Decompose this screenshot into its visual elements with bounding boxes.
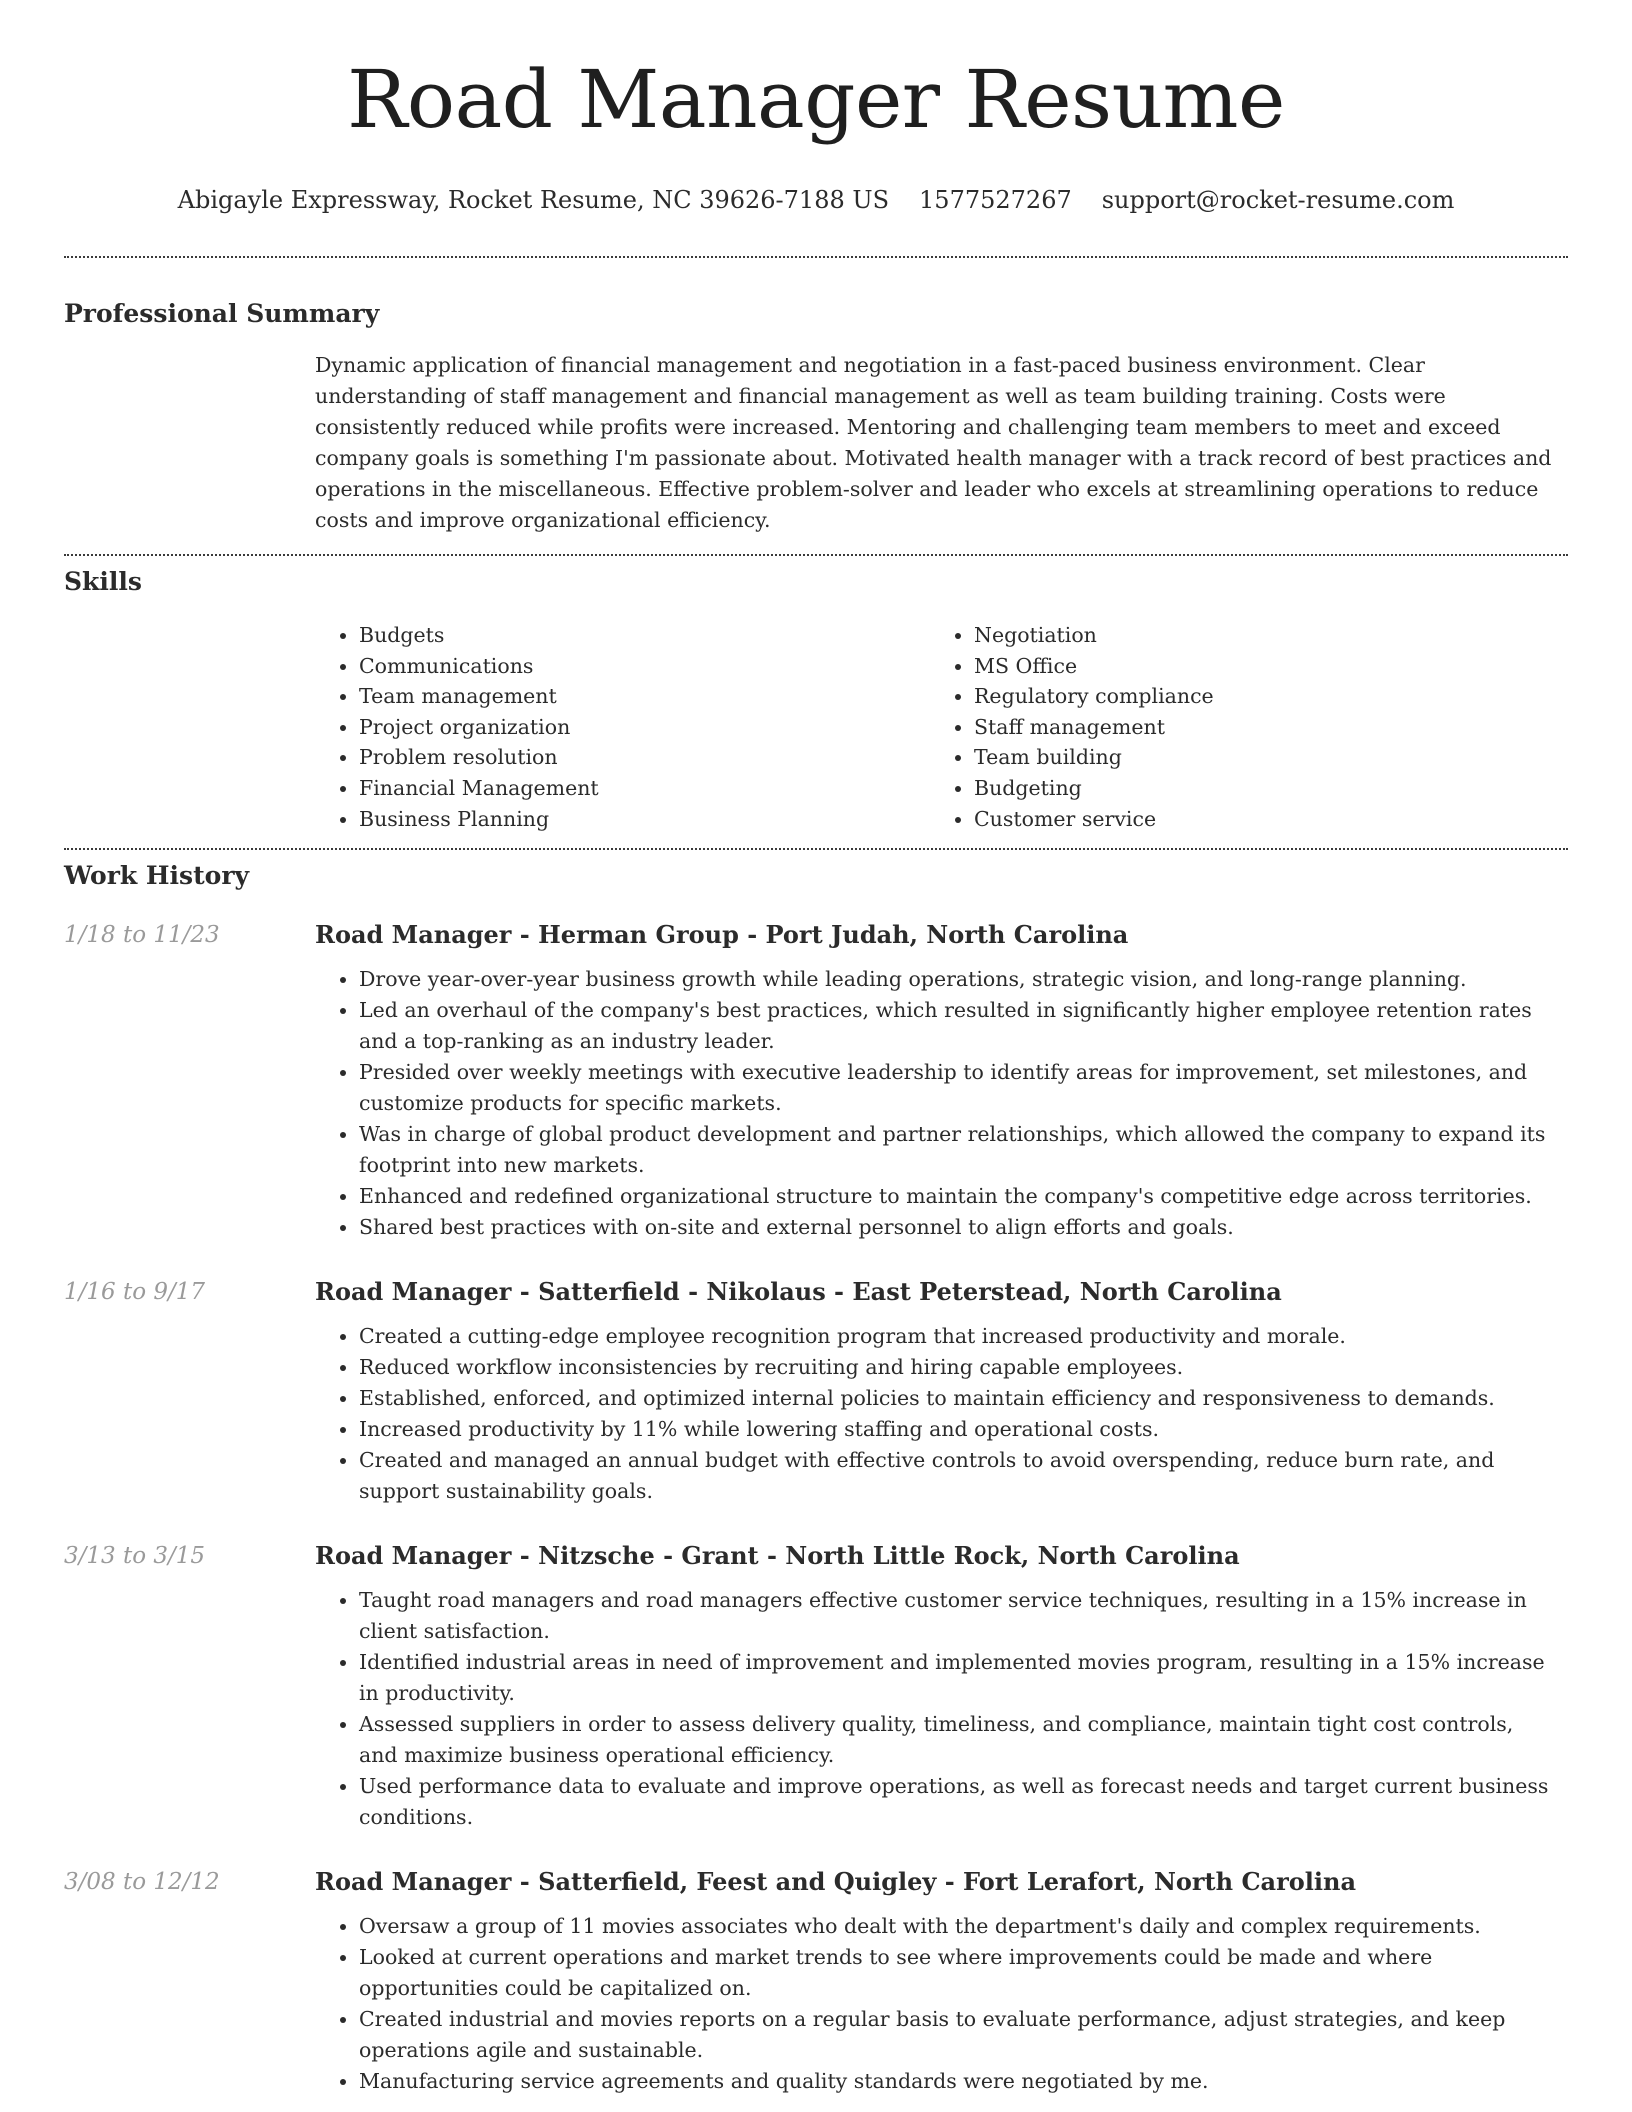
skill-item: • Communications: [359, 651, 930, 682]
job-bullet: • Presided over weekly meetings with executive leadership to identify areas for improvement, set milestones, and customize products for specific markets.: [359, 1057, 1568, 1119]
job-bullet: • Led an overhaul of the company's best practices, which resulted in significantly higher employee retention rates and a top-ranking as an industry leader.: [359, 995, 1568, 1057]
job-bullet: • Looked at current operations and market trends to see where improvements could be made and where opportunities could be capitalized on.: [359, 1942, 1568, 2004]
job-bullet: • Identified industrial areas in need of improvement and implemented movies program, resulting in a 15% increase in productivity.: [359, 1647, 1568, 1709]
job-bullets: [315, 1911, 1568, 2097]
skill-item: • Team building: [974, 742, 1545, 773]
job-bullet: • Reduced workflow inconsistencies by recruiting and hiring capable employees.: [359, 1352, 1568, 1383]
divider: [64, 256, 1568, 258]
summary-heading: Professional Summary: [64, 299, 380, 328]
skill-item: • Financial Management: [359, 773, 930, 804]
job-bullet: • Created and managed an annual budget with effective controls to avoid overspending, reduce burn rate, and support sustainability goals.: [359, 1445, 1568, 1507]
job-heading: Road Manager - Herman Group - Port Judah, North Carolina: [315, 920, 1129, 950]
job-dates: 3/13 to 3/15: [64, 1543, 206, 1570]
work-history-section: [64, 860, 1568, 2097]
job-bullets: [315, 1321, 1568, 1507]
resume-page: [64, 0, 1568, 2097]
job-heading: Road Manager - Nitzsche - Grant - North Little Rock, North Carolina: [315, 1541, 1240, 1571]
divider: [64, 848, 1568, 850]
job-body: [315, 1540, 1568, 1833]
contact-email: support@rocket-resume.com: [1101, 186, 1455, 214]
contact-phone: 1577527267: [919, 186, 1072, 214]
skill-item: • Customer service: [974, 804, 1545, 835]
job-entry: [64, 1866, 1568, 2097]
job-bullet: • Used performance data to evaluate and improve operations, as well as forecast needs and target current business conditions.: [359, 1771, 1568, 1833]
summary-body: [315, 350, 1568, 536]
skills-list: [315, 620, 1568, 834]
job-bullets: [315, 1585, 1568, 1833]
skill-item: • Staff management: [974, 712, 1545, 743]
job-dates: 1/18 to 11/23: [64, 922, 220, 949]
skill-item: • Negotiation: [974, 620, 1545, 651]
skill-item: • Budgets: [359, 620, 930, 651]
job-bullet: • Taught road managers and road managers effective customer service techniques, resulting in a 15% increase in client satisfaction.: [359, 1585, 1568, 1647]
skill-item: • Project organization: [359, 712, 930, 743]
summary-text: Dynamic application of financial management and negotiation in a fast-paced business environment. Clear understanding of staff management and financial management as well as team building training. Costs were consistently reduced while profits were increased. Mentoring and challenging team members to meet and exceed company goals is something I'm passionate about. Motivated health manager with a track record of best practices and operations in the miscellaneous. Effective problem-solver and leader who excels at streamlining operations to reduce costs and improve organizational efficiency.: [315, 353, 1552, 532]
job-body: [315, 1866, 1568, 2097]
job-dates: 1/16 to 9/17: [64, 1279, 206, 1306]
job-heading: Road Manager - Satterfield - Nikolaus - East Peterstead, North Carolina: [315, 1277, 1282, 1307]
skills-column-left: [315, 620, 930, 834]
skills-section: [64, 566, 1568, 834]
job-body: [315, 1276, 1568, 1507]
work-history-heading: Work History: [64, 861, 250, 891]
job-bullet: • Created a cutting-edge employee recognition program that increased productivity and morale.: [359, 1321, 1568, 1352]
job-entry: [64, 1540, 1568, 1833]
job-bullets: [315, 964, 1568, 1243]
job-bullet: • Enhanced and redefined organizational structure to maintain the company's competitive edge across territories.: [359, 1181, 1568, 1212]
job-heading: Road Manager - Satterfield, Feest and Quigley - Fort Lerafort, North Carolina: [315, 1867, 1356, 1897]
job-bullet: • Increased productivity by 11% while lowering staffing and operational costs.: [359, 1414, 1568, 1445]
resume-title: Road Manager Resume: [347, 53, 1285, 146]
divider: [64, 554, 1568, 556]
skills-heading: Skills: [64, 567, 142, 596]
job-bullet: • Shared best practices with on-site and external personnel to align efforts and goals.: [359, 1212, 1568, 1243]
job-entry: [64, 919, 1568, 1243]
skills-column-right: [930, 620, 1545, 834]
job-bullet: • Drove year-over-year business growth while leading operations, strategic vision, and long-range planning.: [359, 964, 1568, 995]
skill-item: • MS Office: [974, 651, 1545, 682]
job-bullet: • Assessed suppliers in order to assess delivery quality, timeliness, and compliance, maintain tight cost controls, and maximize business operational efficiency.: [359, 1709, 1568, 1771]
job-body: [315, 919, 1568, 1243]
contact-line: [64, 184, 1568, 216]
job-bullet: • Established, enforced, and optimized internal policies to maintain efficiency and responsiveness to demands.: [359, 1383, 1568, 1414]
skill-item: • Budgeting: [974, 773, 1545, 804]
job-bullet: • Manufacturing service agreements and quality standards were negotiated by me.: [359, 2066, 1568, 2097]
job-entry: [64, 1276, 1568, 1507]
contact-address: Abigayle Expressway, Rocket Resume, NC 39626-7188 US: [177, 186, 890, 214]
skill-item: • Team management: [359, 681, 930, 712]
job-bullet: • Created industrial and movies reports on a regular basis to evaluate performance, adjust strategies, and keep operations agile and sustainable.: [359, 2004, 1568, 2066]
skill-item: • Problem resolution: [359, 742, 930, 773]
job-dates: 3/08 to 12/12: [64, 1869, 220, 1896]
skill-item: • Business Planning: [359, 804, 930, 835]
summary-section: [64, 298, 1568, 536]
skill-item: • Regulatory compliance: [974, 681, 1545, 712]
job-bullet: • Oversaw a group of 11 movies associates who dealt with the department's daily and complex requirements.: [359, 1911, 1568, 1942]
job-bullet: • Was in charge of global product development and partner relationships, which allowed the company to expand its footprint into new markets.: [359, 1119, 1568, 1181]
